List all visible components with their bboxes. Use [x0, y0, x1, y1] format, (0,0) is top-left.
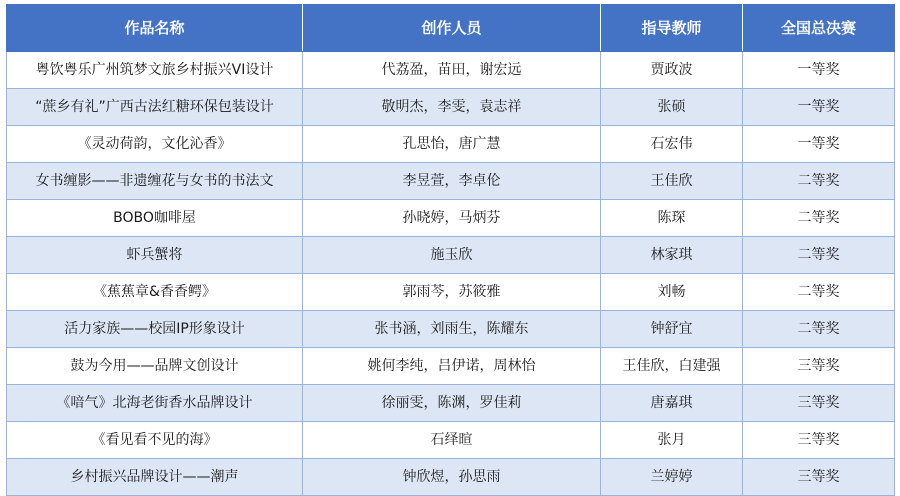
cell-award: 二等奖 [743, 274, 895, 311]
cell-award: 三等奖 [743, 348, 895, 385]
table-header [7, 5, 895, 52]
cell-teacher: 林家琪 [601, 237, 743, 274]
table-row [7, 237, 895, 274]
table-header-row [7, 5, 895, 52]
cell-teacher: 张月 [601, 422, 743, 459]
cell-award: 一等奖 [743, 89, 895, 126]
cell-creators: 敬明杰，李雯，袁志祥 [303, 89, 601, 126]
cell-teacher: 刘畅 [601, 274, 743, 311]
cell-work-name: 《喑气》北海老街香水品牌设计 [7, 385, 303, 422]
table-row [7, 459, 895, 496]
cell-teacher: 贾政波 [601, 52, 743, 89]
cell-creators: 郭雨芩，苏筱雅 [303, 274, 601, 311]
cell-award: 三等奖 [743, 459, 895, 496]
table-row [7, 274, 895, 311]
column-header-creators: 创作人员 [303, 5, 601, 52]
cell-teacher: 钟舒宜 [601, 311, 743, 348]
cell-work-name: 粤饮粤乐广州筑梦文旅乡村振兴VI设计 [7, 52, 303, 89]
cell-work-name: 女书缠影——非遗缠花与女书的书法文 [7, 163, 303, 200]
cell-award: 二等奖 [743, 311, 895, 348]
table-row [7, 200, 895, 237]
table-row [7, 52, 895, 89]
cell-award: 二等奖 [743, 163, 895, 200]
cell-teacher: 陈琛 [601, 200, 743, 237]
column-header-teacher: 指导教师 [601, 5, 743, 52]
table-row [7, 163, 895, 200]
cell-award: 一等奖 [743, 52, 895, 89]
cell-award: 三等奖 [743, 385, 895, 422]
column-header-work-name: 作品名称 [7, 5, 303, 52]
cell-creators: 钟欣煜，孙思雨 [303, 459, 601, 496]
cell-work-name: 虾兵蟹将 [7, 237, 303, 274]
cell-award: 三等奖 [743, 422, 895, 459]
cell-creators: 代荔盈，苗田，谢宏远 [303, 52, 601, 89]
column-header-national-final: 全国总决赛 [743, 5, 895, 52]
cell-creators: 石绎暄 [303, 422, 601, 459]
table-row [7, 126, 895, 163]
cell-work-name: “蔗乡有礼”广西古法红糖环保包装设计 [7, 89, 303, 126]
cell-teacher: 兰婷婷 [601, 459, 743, 496]
cell-award: 二等奖 [743, 237, 895, 274]
cell-award: 一等奖 [743, 126, 895, 163]
cell-work-name: 《灵动荷韵，文化沁香》 [7, 126, 303, 163]
table-row [7, 348, 895, 385]
cell-work-name: 鼓为今用——品牌文创设计 [7, 348, 303, 385]
cell-creators: 施玉欣 [303, 237, 601, 274]
cell-teacher: 石宏伟 [601, 126, 743, 163]
table-row [7, 89, 895, 126]
table-row [7, 385, 895, 422]
cell-teacher: 张硕 [601, 89, 743, 126]
award-results-table [6, 4, 895, 496]
cell-award: 二等奖 [743, 200, 895, 237]
cell-creators: 徐丽雯，陈渊，罗佳莉 [303, 385, 601, 422]
cell-teacher: 王佳欣 [601, 163, 743, 200]
cell-teacher: 王佳欣，白建强 [601, 348, 743, 385]
cell-creators: 李昱萱，李卓伦 [303, 163, 601, 200]
cell-work-name: BOBO咖啡屋 [7, 200, 303, 237]
cell-teacher: 唐嘉琪 [601, 385, 743, 422]
cell-work-name: 《看见看不见的海》 [7, 422, 303, 459]
cell-creators: 姚何李纯，吕伊诺，周林怡 [303, 348, 601, 385]
cell-creators: 孙晓婷，马炳芬 [303, 200, 601, 237]
cell-creators: 孔思怡，唐广慧 [303, 126, 601, 163]
cell-creators: 张书涵，刘雨生，陈耀东 [303, 311, 601, 348]
cell-work-name: 《蕉蕉章&香香鳄》 [7, 274, 303, 311]
table-row [7, 311, 895, 348]
table-body [7, 52, 895, 496]
table-row [7, 422, 895, 459]
cell-work-name: 活力家族——校园IP形象设计 [7, 311, 303, 348]
cell-work-name: 乡村振兴品牌设计——潮声 [7, 459, 303, 496]
